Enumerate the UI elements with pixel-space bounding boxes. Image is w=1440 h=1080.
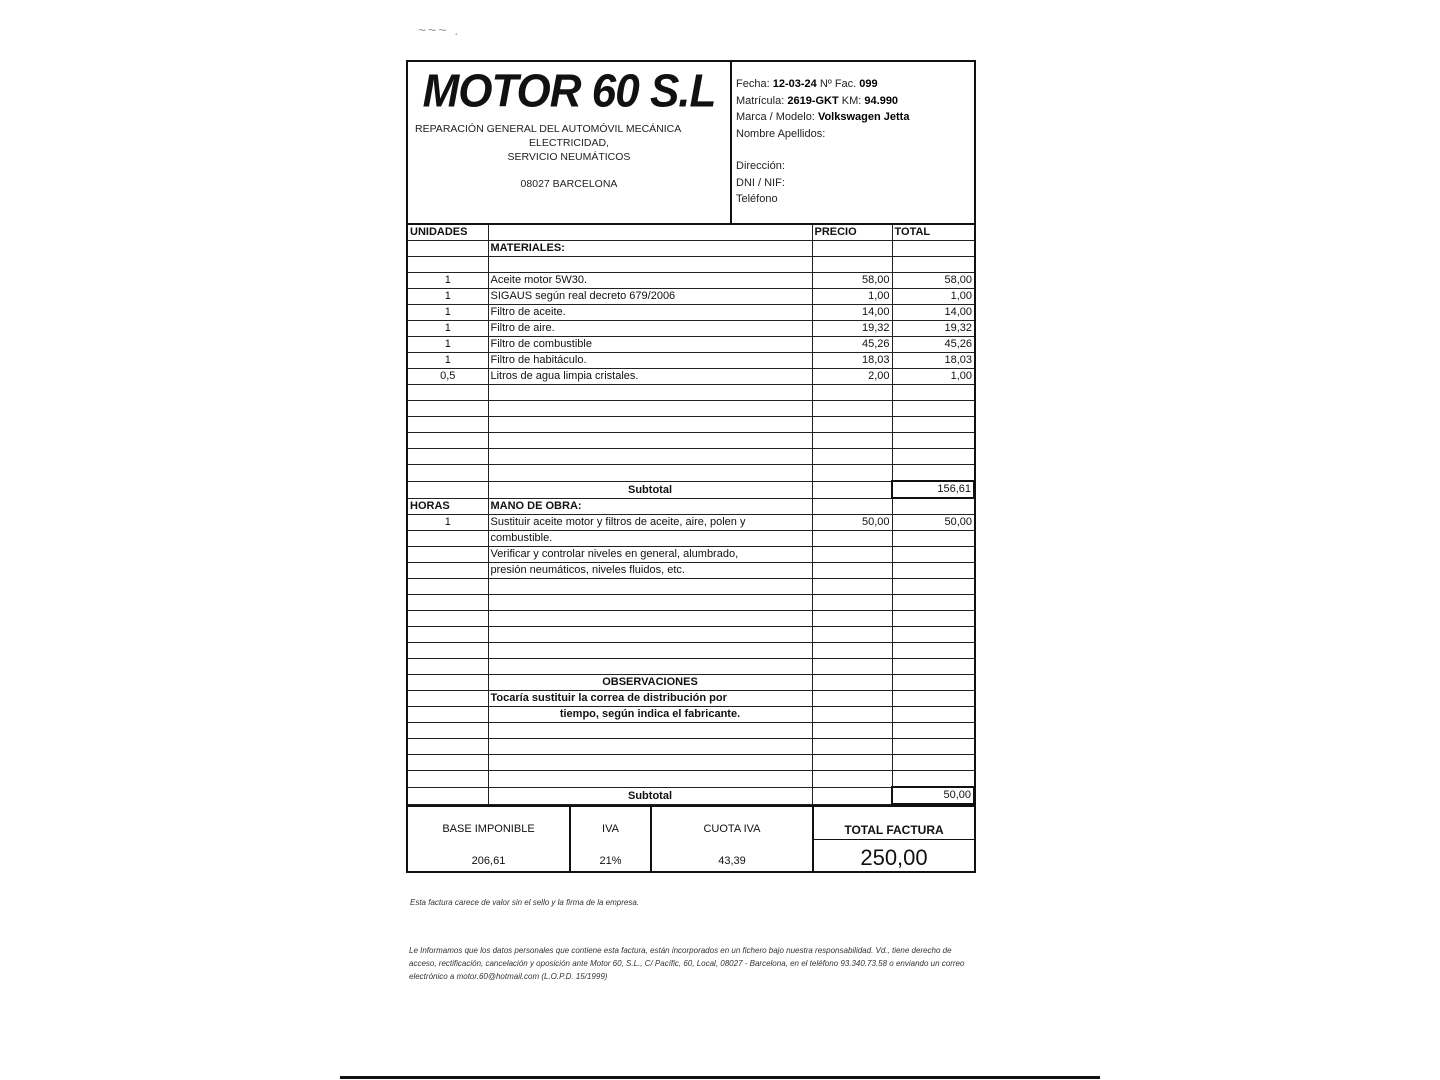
line-description: Litros de agua limpia cristales.	[488, 369, 812, 385]
line-total: 1,00	[892, 289, 974, 305]
vat-amount-cell	[652, 807, 814, 871]
total-header: TOTAL	[892, 225, 974, 241]
handwritten-mark: ~~~ .	[418, 22, 461, 38]
price-header: PRECIO	[812, 225, 892, 241]
tax-base-label: BASE IMPONIBLE	[442, 823, 535, 835]
plate-label: Matrícula:	[736, 94, 785, 107]
labor-title: MANO DE OBRA:	[488, 498, 812, 515]
invoice-info	[732, 62, 974, 223]
table-row	[408, 417, 974, 433]
line-description: Filtro de aceite.	[488, 305, 812, 321]
table-row	[408, 611, 974, 627]
line-total: 58,00	[892, 273, 974, 289]
totals-section	[408, 805, 974, 871]
table-row	[408, 579, 974, 595]
km-value: 94.990	[864, 94, 899, 107]
labor-hours: 1	[408, 515, 488, 531]
address-line: Dirección:	[736, 160, 785, 172]
table-row	[408, 739, 974, 755]
invoice-total-value: 250,00	[860, 845, 928, 870]
subtotal-label: Subtotal	[488, 787, 812, 804]
table-row	[408, 289, 974, 305]
line-units: 1	[408, 337, 488, 353]
table-row	[408, 353, 974, 369]
tax-base-value: 206,61	[471, 855, 506, 867]
invoice-total-cell	[814, 807, 974, 871]
observations-text: Tocaría sustituir la correa de distribución por	[488, 691, 812, 707]
invoice-number: 099	[859, 78, 878, 90]
plate-line	[736, 93, 974, 110]
line-price: 58,00	[812, 273, 892, 289]
table-row	[408, 691, 974, 707]
line-units: 1	[408, 289, 488, 305]
company-services-2: ELECTRICIDAD,	[529, 137, 609, 149]
vat-cell	[571, 807, 652, 871]
bottom-divider	[340, 1076, 1100, 1079]
table-row	[408, 595, 974, 611]
line-price: 14,00	[812, 305, 892, 321]
vat-rate: 21%	[599, 855, 622, 867]
table-row	[408, 547, 974, 563]
line-units: 1	[408, 305, 488, 321]
table-row	[408, 369, 974, 385]
line-price: 1,00	[812, 289, 892, 305]
table-row	[408, 643, 974, 659]
table-row	[408, 563, 974, 579]
labor-description: presión neumáticos, niveles fluidos, etc.	[488, 563, 812, 579]
table-row	[408, 465, 974, 482]
table-row	[408, 627, 974, 643]
model-line	[736, 109, 974, 126]
line-units: 1	[408, 273, 488, 289]
observations-text-2: tiempo, según indica el fabricante.	[488, 707, 812, 723]
table-row	[408, 449, 974, 465]
company-services: REPARACIÓN GENERAL DEL AUTOMÓVIL MECÁNICA	[415, 123, 682, 135]
date-label: Fecha:	[736, 78, 770, 90]
table-row	[408, 321, 974, 337]
name-line: Nombre Apellidos:	[736, 127, 826, 140]
table-row	[408, 305, 974, 321]
materials-subtotal-row	[408, 481, 974, 498]
vat-amount-label: CUOTA IVA	[703, 823, 761, 835]
invoice-total-label: TOTAL FACTURA	[844, 823, 944, 837]
model-value: Volkswagen Jetta	[817, 111, 910, 123]
line-units: 0,5	[408, 369, 488, 385]
company-city: 08027 BARCELONA	[520, 178, 618, 190]
invoice-date: 12-03-24	[772, 78, 817, 90]
date-line	[736, 76, 974, 93]
table-row	[408, 433, 974, 449]
company-block	[408, 62, 732, 223]
invoice-header	[408, 62, 974, 225]
labor-description: combustible.	[488, 531, 812, 547]
table-row	[408, 723, 974, 739]
line-price: 18,03	[812, 353, 892, 369]
line-total: 19,32	[892, 321, 974, 337]
observations-title: OBSERVACIONES	[488, 675, 812, 691]
hours-header: HORAS	[408, 498, 488, 515]
line-price: 45,26	[812, 337, 892, 353]
line-total: 1,00	[892, 369, 974, 385]
units-header: UNIDADES	[408, 225, 488, 241]
table-row	[408, 257, 974, 273]
line-price: 2,00	[812, 369, 892, 385]
table-row	[408, 515, 974, 531]
line-description: Aceite motor 5W30.	[488, 273, 812, 289]
validity-note: Esta factura carece de valor sin el sello y la firma de la empresa.	[410, 898, 639, 907]
tax-base-cell	[408, 807, 571, 871]
materials-title: MATERIALES:	[488, 241, 812, 257]
table-row	[408, 401, 974, 417]
vat-label: IVA	[602, 823, 619, 835]
line-description: Filtro de combustible	[488, 337, 812, 353]
labor-description: Sustituir aceite motor y filtros de aceite, aire, polen y	[488, 515, 812, 531]
invoice-form	[406, 60, 976, 873]
line-price: 19,32	[812, 321, 892, 337]
table-row	[408, 498, 974, 515]
table-row	[408, 385, 974, 401]
invoice-lines-table	[408, 225, 975, 805]
km-label: KM:	[841, 94, 862, 107]
line-description: SIGAUS según real decreto 679/2006	[488, 289, 812, 305]
line-total: 14,00	[892, 305, 974, 321]
plate-value: 2619-GKT	[787, 94, 839, 107]
line-description: Filtro de aire.	[488, 321, 812, 337]
table-row	[408, 659, 974, 675]
labor-price: 50,00	[812, 515, 892, 531]
dni-line: DNI / NIF:	[736, 176, 785, 189]
labor-description: Verificar y controlar niveles en general, alumbrado,	[488, 547, 812, 563]
materials-subtotal: 156,61	[892, 481, 974, 498]
line-description: Filtro de habitáculo.	[488, 353, 812, 369]
line-units: 1	[408, 353, 488, 369]
model-label: Marca / Modelo:	[736, 111, 815, 123]
table-row	[408, 755, 974, 771]
table-row	[408, 771, 974, 788]
table-header-row	[408, 225, 974, 241]
table-row	[408, 241, 974, 257]
table-row	[408, 675, 974, 691]
table-row	[408, 707, 974, 723]
labor-subtotal-row	[408, 787, 974, 804]
privacy-notice: Le Informamos que los datos personales que contiene esta factura, están incorporados en un fichero bajo nuestra responsabilidad. Vd., tiene derecho de acceso, rectificación, cancelación y oposición ante Motor 60, S.L., C/ Pacífic, 60, Local, 08027 - Barcelona, en el teléfono 93.340.73.58 o enviando un correo electrónico a motor.60@hotmail.com (L.O.P.D. 15/1999)	[409, 946, 965, 981]
table-row	[408, 273, 974, 289]
invoice-number-label: Nº Fac.	[819, 78, 857, 90]
phone-line: Teléfono	[736, 193, 778, 205]
line-total: 45,26	[892, 337, 974, 353]
line-units: 1	[408, 321, 488, 337]
labor-subtotal: 50,00	[892, 787, 974, 804]
vat-amount-value: 43,39	[718, 855, 746, 867]
subtotal-label: Subtotal	[488, 481, 812, 498]
company-logo: MOTOR 60 S.L	[422, 65, 716, 118]
line-total: 18,03	[892, 353, 974, 369]
table-row	[408, 531, 974, 547]
company-services-3: SERVICIO NEUMÁTICOS	[507, 151, 631, 163]
table-row	[408, 337, 974, 353]
labor-total: 50,00	[892, 515, 974, 531]
